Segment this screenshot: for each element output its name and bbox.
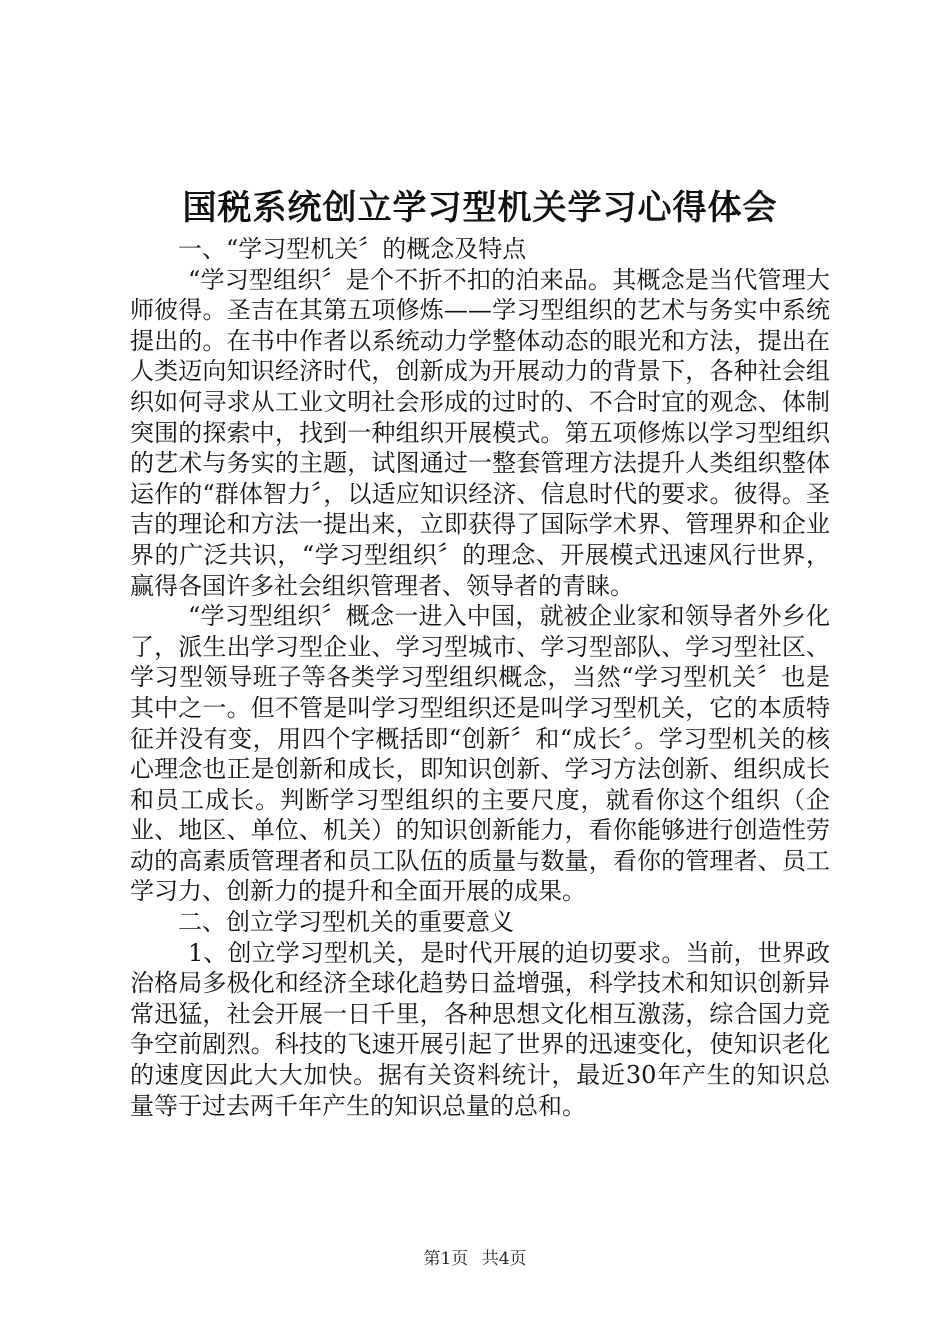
section-heading-1: 一、“学习型机关〞的概念及特点: [178, 235, 527, 263]
page-total: 共4页: [481, 1249, 527, 1269]
document-title: 国税系统创立学习型机关学习心得体会: [182, 188, 778, 228]
page-number: 第1页: [423, 1249, 469, 1269]
paragraph-1: “学习型组织〞是个不折不扣的泊来品。其概念是当代管理大师彼得。圣吉在其第五项修炼——学习型组织的艺术与务实中系统提出的。在书中作者以系统动力学整体动态的眼光和方法，提出在人类迈向知识经济时代，创新成为开展动力的背景下，各种社会组织如何寻求从工业文明社会形成的过时的、不合时宜的观念、体制突围的探索中，找到一种组织开展模式。第五项修炼以学习型组织的艺术与务实的主题，试图通过一整套管理方法提升人类组织整体运作的“群体智力〞，以适应知识经济、信息时代的要求。彼得。圣吉的理论和方法一提出来，立即获得了国际学术界、管理界和企业界的广泛共识，“学习型组织〞的理念、开展模式迅速风行世界，赢得各国许多社会组织管理者、领导者的青睐。: [130, 265, 830, 600]
document-body: [130, 182, 830, 1121]
section-heading-2: 二、创立学习型机关的重要意义: [178, 908, 514, 937]
page-footer: [0, 1244, 950, 1269]
paragraph-2: “学习型组织〞概念一进入中国，就被企业家和领导者外乡化了，派生出学习型企业、学习型城市、学习型部队、学习型社区、学习型领导班子等各类学习型组织概念，当然“学习型机关〞也是其中之一。但不管是叫学习型组织还是叫学习型机关，它的本质特征并没有变，用四个字概括即“创新〞和“成长〞。学习型机关的核心理念也正是创新和成长，即知识创新、学习方法创新、组织成长和员工成长。判断学习型组织的主要尺度，就看你这个组织（企业、地区、单位、机关）的知识创新能力，看你能够进行创造性劳动的高素质管理者和员工队伍的质量与数量，看你的管理者、员工学习力、创新力的提升和全面开展的成果。: [130, 602, 830, 906]
paragraph-3: 1、创立学习型机关，是时代开展的迫切要求。当前，世界政治格局多极化和经济全球化趋势日益增强，科学技术和知识创新异常迅猛，社会开展一日千里，各种思想文化相互激荡，综合国力竞争空前剧烈。科技的飞速开展引起了世界的迅速变化，使知识老化的速度因此大大加快。据有关资料统计，最近30年产生的知识总量等于过去两千年产生的知识总量的总和。: [130, 938, 830, 1120]
